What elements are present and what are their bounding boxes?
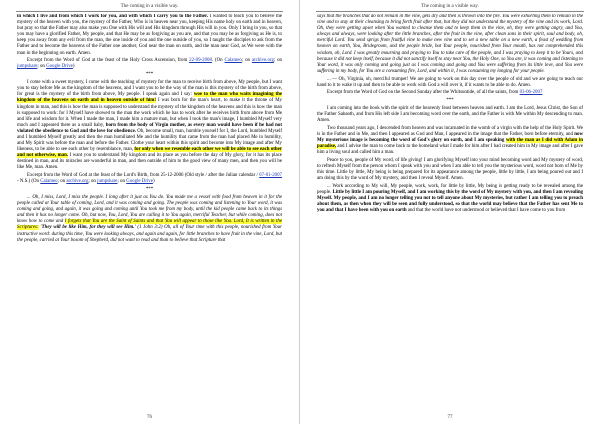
paragraph: [317, 14, 583, 75]
text: I want you to understand My kingdom and its place as you before the day of My glory, for it has its place destined in man, and its miracles are wonderful in man, and then outside of him to the good view of many men, and then you will be like Me, man. Amen.: [17, 153, 282, 171]
bold-text: Little by little I am pouring Myself, and I am working this by the word of My mystery with you, and then I am revealing Myself. My people, and I am no longer telling you not to tell anyone about My mysteries, but rather I am telling you to preach about them, as then when they will be seen and fully understood, so that the world may believe that the Father has sent Me to you and that I have been with you on earth: [317, 190, 583, 214]
paragraph: [17, 14, 282, 57]
italic-text: ... Oh, I miss, Lord, I miss the people. I long after it just as You do. You made me a vessel with food from heaven in it for the people called at Your table of coming, Lord, and it was coming and going. The people was coming and listening to Your word, it was coming and going, and again, it was going and coming until You took me from my body, until the kid people came back to its things and then it has no longer come. Oh, but now, You, Lord, You are calling it to You again, merciful Teacher, but while coming, does not know how to come and: [17, 195, 282, 225]
google-drive-link[interactable]: Google Drive: [46, 64, 73, 70]
separator: ***: [446, 98, 454, 103]
paragraph: [317, 126, 583, 156]
bold-italic-text: 'They will be like Him, for they will see Him.': [40, 225, 136, 231]
left-page-text: [17, 14, 282, 410]
header-rule: [316, 11, 584, 12]
paragraph: [317, 106, 583, 124]
header-rule: [16, 11, 283, 12]
text: Peace to you, people of My word, of life giving! I am glorifying Myself into your mind becoming word and My mystery of word, to refresh Myself from the person whom I speak with you and when I am able to tell you the mysterious word, word not born of Me by this time. Little by little, My being is being prepared for its appearance among the people, little by little, I am being poured out and I am doing this by the word of My mystery, and then I reveal Myself. Amen.: [317, 158, 583, 182]
text: I come with a sweet mystery, I come with the teaching of mystery for the man to receive birth from above, My people, but I want you to stay before Me as the kingdom of the heavens, and I want you to be the way of the man is this mystery of the birth from above, for great is the mystery of the birth from above, My people. I speak again and I say:: [17, 80, 282, 98]
text: Two thousand years ago, I descended from heaven and was incarnated in the womb of a virgin with the help of the Holy Spirit. We is in the Father and in Me, and then I appeared as God and Man, I appeared in the image that the Father, born before eternity, and: [317, 125, 583, 138]
bold-text: born from the body of Virgin mother, as every man would have been if he had not violated the obedience to God and the love for obedience.: [17, 122, 282, 134]
text: Excerpt from the Word of God at the feast of the Holy Cross Ascension, from: [27, 58, 188, 64]
jumpshare-link[interactable]: jumpshare: [97, 179, 118, 185]
google-drive-link[interactable]: Google Drive: [126, 179, 153, 185]
bold-text: now My mysterious image is becoming the word of God's glory on earth, and I am speaking: [317, 132, 583, 144]
italic-text: (1 John 3:2) Oh, all of Your time with this people, nourished from Your instructive word: during this time, You were looking always, and again and again, for little branches to have fruit in the vine, Lord, but the people, carried at Your bosom of Shepherd, did not want to read and than to believe that Scripture that: [17, 225, 282, 243]
paragraph: [17, 80, 282, 171]
text: Excerpt from the Word of God on the Second Sunday after the Whitsuntide, of all the saints, from: [327, 90, 519, 96]
paragraph: [317, 158, 583, 182]
text: Oh, become small, man, humble yourself for I, the Lord, humbled Myself and I humbled Myself greatly and then the man humiliated Me and the humility that came from the man had placed Me in humility, and My Spirit was before the man and before the Father. Clothe your heart within this spirit and become into My image and after My likeness, to be able to see each other by resemblance, man,: [17, 128, 282, 153]
highlighted-text: I forgets that You are the Saint of Saints and that You will appear to those like You. Lord, It is written in the Scriptures:: [17, 219, 282, 231]
text: and I advise the man to come back to the homeland what I made for him after I had created him in My image and after I gave him a living soul and called him a man.: [317, 144, 583, 156]
text: Excerpt from the Word of God at the feast of the Lord's Birth, from 25-12-2006 (Old style / after the Julian calendar /: [27, 173, 258, 179]
text: and that the world have not understood or believed that I have come to you from: [407, 208, 566, 214]
jumpshare-link[interactable]: jumpshare: [17, 64, 38, 70]
calameo-link[interactable]: Calameo: [40, 179, 58, 185]
archive-link[interactable]: archive.org: [66, 179, 89, 185]
highlighted-text: woe to the man who waits imagining the kingdom of the heavens on earth and in heaven outside of him!: [17, 92, 282, 104]
calameo-link[interactable]: Calameo: [224, 58, 242, 64]
text: - N.S.) (On: [17, 179, 40, 185]
excerpt-source: [317, 90, 583, 96]
text: I was born for the man's heart, to make it the throne of My kingdom in man, and this is how the man is supposed to understand the mystery of the kingdom of the heavens and this is how the man is supposed to work: for I Myself have showed to the man the work which he has to work after he receives birth from above from Me and life and wisdom for it. When I made the man, I made him a mature man, but when I took the man's image, I humbled Myself very much and I appeared there as a small baby,: [17, 98, 282, 128]
text: I wanted to teach you to believe the mystery of the heaven with you, the mystery of the Father, Who is in heaven near you, keeping His name holy on earth and in heaven, but pray so that the Father may also make you One with His will and His kingdom through His will in you. Only I bring in you, so that you may have a glorified Father, My people, and that He may be as forgiving as you are, and that you may be as forgiving as He is, to keep you away from any evil from the man, the one inside of you and the one outside of you, so I taught the disciples to ask from the Father and to become the heavens of the Father one another, God near the man on earth, and the man near God, as We were with the man in the beginning on earth. Amen.: [17, 14, 282, 56]
bold-text: in which I live and from which I work for you, and with which I carry you to the Father.: [17, 14, 208, 19]
page-number: 77: [447, 415, 453, 420]
right-page: [300, 0, 600, 424]
date-link[interactable]: 22-09-2008: [189, 58, 212, 64]
right-page-text: [317, 14, 583, 410]
separator: ***: [145, 186, 154, 192]
text: ... Work according to My will, My people, work, work, for little by little, My being is getting ready to be revealed among the people.: [317, 184, 583, 196]
highlighted-text: with the man as I did with Adam in paradise,: [317, 138, 583, 150]
page-number: 76: [147, 415, 152, 420]
date-link[interactable]: 03-06-2007: [519, 90, 543, 96]
archive-link[interactable]: archive.org: [251, 58, 274, 64]
running-head: The coming in a visible way.: [421, 4, 479, 9]
running-head: The coming in a visible way.: [120, 4, 179, 9]
paragraph: [17, 195, 282, 244]
date-link[interactable]: 07-01-2007: [259, 173, 282, 179]
text: I am coming into the book with the spirit of the heavenly feast between heaven and earth. I am the Lord, Jesus Christ, the Son of the Father Sabaoth, and from His left side I am becoming word over the earth, and the Father is with Me within My descending to man. Amen.: [317, 106, 583, 124]
separator: ***: [145, 72, 154, 78]
excerpt-source: Excerpt from the Word of God at the feast of the Holy Cross Ascension, from 22-09-2008. (On Calameo; on archive.org; on jumpshare; on Google Drive): [17, 58, 282, 70]
italic-text: says that the branches that do not remain in the vine, gets dry and then is thrown into the fire. You were exhorting them to remain in the vine and to stay at their cleansing to bring forth fruit after that, but they did not understand the mystery of the vine and its work, Lord. Oh, they were getting upset when You wanted to cleanse them and to keep them in the vine, oh, they were getting angry, and You, always and always, were looking after the little branches, after the fruit in the vine, after clean sons in their spirit, soul and body, oh, merciful Lord. You send sprigs from fruitful vine to make new vine and to set a new table on a new earth, a feast of wedding from heaven on earth, You, Bridegroom, and the people bride, but Your people, nourished from Your mouth, has not comprehended this wisdom, oh, Lord. I was greatly mourning and praying to You to take care of the people, and I was praying to keep it to be Yours, and because it did not keep itself, because it did not sanctify itself to stay near You, the Holy One, so You are, it was coming and listening to Your word, it was only coming and going just as I was coming and going and You were suffering from its little love, and You were suffering in my body, for You are a consuming fire, Lord, and within it, I was consuming my longing for your people.: [317, 14, 583, 74]
text: . (On: [211, 58, 223, 64]
text: ... — Oh, Virginia, oh, merciful trumpet! We are going to work on this day over the people of old and we are going to teach our hand to it to wake it up and then to be able to work with God a will over it, if it wants to be able to do. Amen.: [317, 76, 583, 88]
highlighted-text: for only when we resemble each other we will be able to see each other and not otherwise, man.: [17, 147, 282, 159]
paragraph: [317, 77, 583, 89]
excerpt-source: Excerpt from the Word of God at the feast of the Lord's Birth, from 25-12-2006 (Old style / after the Julian calendar / 07-01-2007 - N.S.) (On Calameo; on archive.org; on jumpshare; on Google Drive): [17, 173, 282, 185]
paragraph: [317, 184, 583, 214]
